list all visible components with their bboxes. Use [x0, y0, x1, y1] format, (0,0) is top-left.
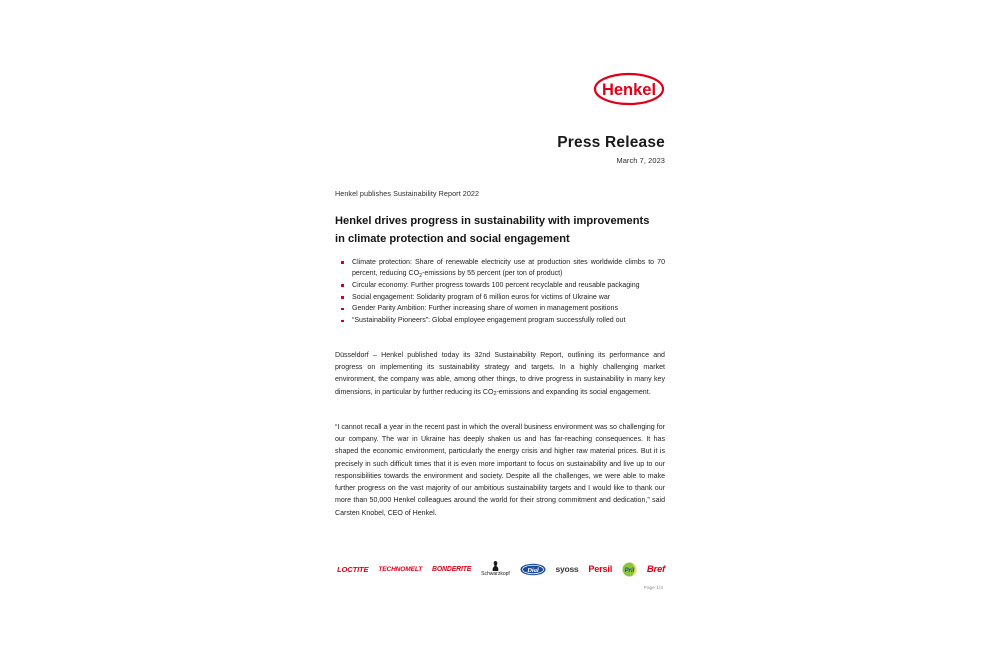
brand-label: BONDERITE [432, 565, 472, 573]
bullet-text-pre: Social engagement: Solidarity program of 6 million euros for victims of Ukraine war [352, 293, 611, 301]
lead-text-pre: Düsseldorf – Henkel published today its 32nd Sustainability Report, outlining its performance and progress on implementing its sustainability strategy and targets. In a highly challenging market environment, the company was able, among other things, to drive progress in sustainability in many key dimensions, in particular by further reducing its CO [335, 352, 665, 396]
brand-logo-persil [588, 558, 612, 580]
highlights-list [335, 257, 665, 327]
list-item [335, 303, 665, 314]
brand-logo-pril [622, 558, 637, 580]
bullet-text-pre: “Sustainability Pioneers”: Global employee engagement program successfully rolled out [352, 317, 626, 325]
pril-logo-icon [622, 562, 637, 577]
brand-label: Persil [588, 564, 613, 574]
brand-logo-schwarzkopf [481, 558, 510, 580]
bullet-subscript: 2 [419, 272, 423, 279]
list-item [335, 280, 665, 291]
brand-logo-dial [520, 558, 546, 580]
press-date: March 7, 2023 [616, 156, 665, 166]
bullet-text-pre: Climate protection: Share of renewable electricity use at production sites worldwide climbs to 70 percent, reducing CO [352, 259, 665, 278]
kicker-line: Henkel publishes Sustainability Report 2022 [335, 189, 480, 198]
lead-subscript: 2 [493, 391, 497, 398]
page-title: Press Release [557, 134, 665, 151]
list-item [335, 292, 665, 303]
page-footer: Page 1/4 [643, 585, 663, 590]
bullet-text-pre: Circular economy: Further progress towards 100 percent recyclable and reusable packaging [352, 281, 640, 289]
brand-logo-bonderite [432, 558, 471, 580]
title-block [335, 134, 665, 165]
press-release-sheet [335, 30, 665, 630]
bullet-text-post: -emissions by 55 percent (per ton of product) [422, 270, 563, 278]
list-item [335, 315, 665, 326]
brand-logo-syoss [556, 558, 579, 580]
brand-logo-strip [337, 557, 665, 581]
brand-logo-bref [647, 558, 665, 580]
dial-logo-icon [520, 562, 546, 577]
henkel-logo [593, 70, 665, 108]
headline: Henkel drives progress in sustainability with improvements in climate protection and social engagement [335, 215, 650, 245]
schwarzkopf-silhouette-icon [492, 561, 499, 571]
bullet-text-pre: Gender Parity Ambition: Further increasing share of women in management positions [352, 305, 618, 313]
lead-paragraph [335, 350, 665, 399]
brand-label: syoss [555, 564, 579, 574]
brand-label: Schwarzkopf [481, 570, 510, 577]
henkel-logo-text: Henkel [601, 81, 657, 99]
brand-label: Bref [646, 563, 665, 575]
brand-label: TECHNOMELT [378, 565, 423, 573]
henkel-logo-icon [593, 70, 665, 108]
lead-text-post: -emissions and expanding its social engagement. [496, 388, 651, 396]
brand-label: Pril [624, 567, 635, 574]
brand-logo-technomelt [378, 558, 422, 580]
brand-label: Dial [526, 566, 539, 574]
brand-logo-loctite [337, 558, 368, 580]
quote-paragraph: “I cannot recall a year in the recent past in which the overall business environment was so challenging for our company. The war in Ukraine has deeply shaken us and has far-reaching consequences. It has shaped the economic environment, particularly the energy crisis and higher raw material prices. But it is precisely in such difficult times that it is even more important to focus on sustainability and live up to our responsibilities towards the environment and society. Despite all the challenges, we were able to make further progress on the vast majority of our ambitious sustainability targets and I would like to thank our more than 50,000 Henkel colleagues around the world for their strong commitment and dedication,” said Carsten Knobel, CEO of Henkel. [335, 424, 665, 517]
brand-label: LOCTITE [337, 564, 369, 574]
list-item [335, 257, 665, 279]
